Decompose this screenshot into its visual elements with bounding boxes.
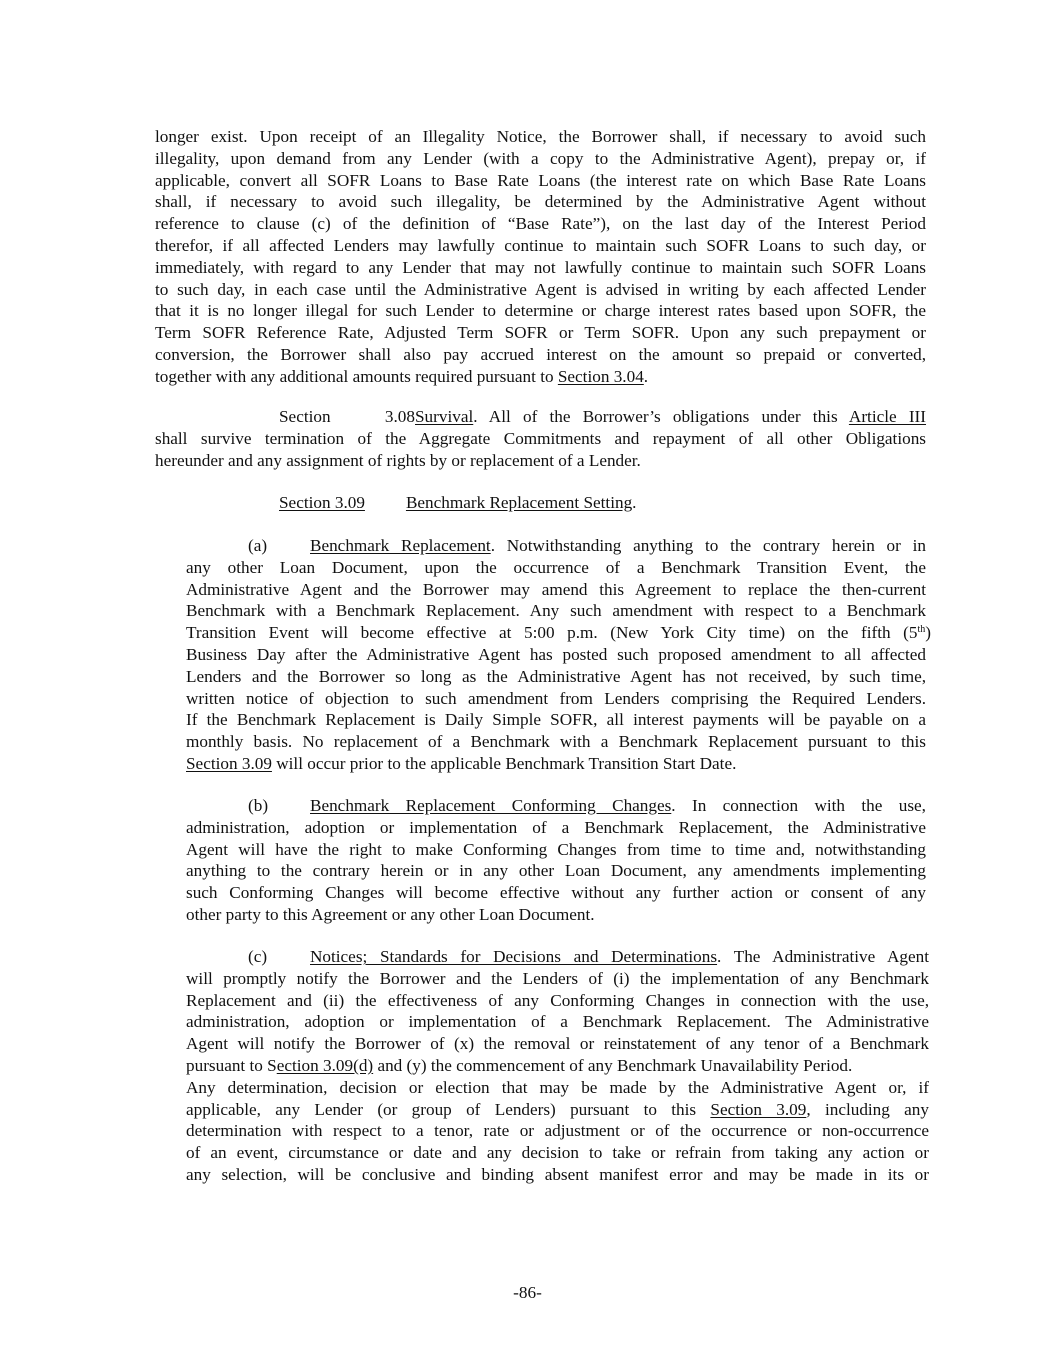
clause-b-line-1: (b) Benchmark Replacement Conforming Changes. In connection with the use, [248,796,926,815]
intro-line: to such day, in each case until the Administrative Agent is advised in writing by each affected Lender [155,279,926,299]
intro-line: therefor, if all affected Lenders may lawfully continue to maintain such SOFR Loans to such day, or [155,235,926,255]
clause-b-line: anything to the contrary herein or in any other Loan Document, any amendments implementing [186,861,926,881]
clause-a-line: monthly basis. No replacement of a Benchmark with a Benchmark Replacement pursuant to this [186,732,926,752]
clause-b-line: administration, adoption or implementation of a Benchmark Replacement, the Administrative [186,817,926,837]
clause-a-line: any other Loan Document, upon the occurrence of a Benchmark Transition Event, the [186,557,926,577]
intro-line: reference to clause (c) of the definition of “Base Rate”), on the last day of the Interest Period [155,214,926,234]
clause-a-line: written notice of objection to such amendment from Lenders comprising the Required Lenders. [186,688,926,708]
clause-a-line-1: (a) Benchmark Replacement. Notwithstanding anything to the contrary herein or in [248,536,926,555]
section-3-09-heading: Section 3.09 Benchmark Replacement Setting. [279,493,637,512]
clause-b-line: Agent will have the right to make Conforming Changes from time to time and, notwithstanding [186,839,926,859]
clause-a-line: Lenders and the Borrower so long as the Administrative Agent has not received, by such time, [186,666,926,686]
section-3-08-line-1: Section 3.08Survival. All of the Borrower’s obligations under this Article III [279,407,927,426]
clause-b-paragraph [186,795,926,926]
clause-c-line: any selection, will be conclusive and binding absent manifest error and may be made in its or [186,1164,929,1184]
clause-b-title: Benchmark Replacement Conforming Changes [310,796,672,815]
section-3-04-reference[interactable]: Section 3.04 [557,366,644,386]
clause-b-label: (b) [248,796,269,815]
article-iii-reference[interactable]: Article III [848,407,927,426]
clause-c-title: Notices; Standards for Decisions and Determinations [310,947,718,966]
intro-paragraph [155,126,926,388]
clause-a-title: Benchmark Replacement [310,536,491,555]
intro-line: longer exist. Upon receipt of an Illegality Notice, the Borrower shall, if necessary to avoid such [155,127,926,146]
section-3-08-title: Survival [415,407,474,426]
section-3-08-line-3: hereunder and any assignment of rights by or replacement of a Lender. [155,450,641,470]
clause-a-label: (a) [248,536,268,555]
intro-line: conversion, the Borrower shall also pay accrued interest on the amount so prepaid or converted, [155,344,926,364]
clause-b-last-line: other party to this Agreement or any other Loan Document. [186,904,595,924]
clause-c-line-1: (c) Notices; Standards for Decisions and Determinations. The Administrative Agent [248,947,929,966]
section-3-09-reference[interactable]: Section 3.09 [186,753,272,773]
clause-c-line: administration, adoption or implementation of a Benchmark Replacement. The Administrative [186,1012,929,1032]
intro-line: Term SOFR Reference Rate, Adjusted Term SOFR or Term SOFR. Upon any such prepayment or [155,323,926,343]
section-3-09-number: Section 3.09 [279,493,365,512]
section-3-09-title: Benchmark Replacement Setting [405,493,633,512]
clause-a-line: Benchmark with a Benchmark Replacement. Any such amendment with respect to a Benchmark [186,601,926,621]
section-3-08-paragraph [155,406,926,471]
clause-a-paragraph [186,535,931,775]
intro-line: illegality, upon demand from any Lender (with a copy to the Administrative Agent), prepay or, if [155,148,926,168]
clause-c-line: determination with respect to a tenor, rate or adjustment or of the occurrence or non-occurrence [186,1121,929,1141]
clause-a-line: If the Benchmark Replacement is Daily Simple SOFR, all interest payments will be payable on a [186,710,926,730]
clause-c-line-7: Any determination, decision or election that may be made by the Administrative Agent or, if [186,1077,929,1097]
clause-c-line-8: applicable, any Lender (or group of Lenders) pursuant to this Section 3.09, including any [186,1099,929,1119]
clause-c-line: Agent will notify the Borrower of (x) the removal or reinstatement of any tenor of a Benchmark [186,1034,929,1054]
section-3-08-number: Section 3.08 [279,407,415,426]
section-3-09-reference-2[interactable]: Section 3.09 [710,1099,807,1119]
section-3-08-line-2: shall survive termination of the Aggregate Commitments and repayment of all other Obligations [155,428,926,448]
clause-a-last-line: Section 3.09 will occur prior to the applicable Benchmark Transition Start Date. [186,753,737,773]
clause-c-line-6: pursuant to Section 3.09(d) and (y) the commencement of any Benchmark Unavailability Period. [186,1055,853,1075]
clause-b-line: such Conforming Changes will become effective without any further action or consent of any [186,883,926,903]
intro-line: that it is no longer illegal for such Lender to determine or charge interest rates based upon SOFR, the [155,301,926,321]
intro-line: shall, if necessary to avoid such illegality, be determined by the Administrative Agent without [155,192,926,212]
clause-c-line: of an event, circumstance or date and any decision to take or refrain from taking any action or [186,1143,929,1163]
clause-c-label: (c) [248,947,268,966]
page-number: -86- [513,1283,542,1302]
clause-a-line: Business Day after the Administrative Agent has posted such proposed amendment to all affected [186,644,926,664]
clause-a-line: Administrative Agent and the Borrower may amend this Agreement to replace the then-current [186,579,926,599]
intro-last-line: together with any additional amounts required pursuant to Section 3.04. [155,366,649,386]
clause-c-paragraph [186,946,929,1186]
clause-a-line-5: Transition Event will become effective at 5:00 p.m. (New York City time) on the fifth (5th) [186,623,931,643]
clause-c-line: Replacement and (ii) the effectiveness of any Conforming Changes in connection with the use, [186,990,929,1010]
clause-c-line: will promptly notify the Borrower and the Lenders of (i) the implementation of any Benchmark [186,968,929,988]
section-3-09-d-reference[interactable]: ection 3.09(d) [276,1055,374,1075]
intro-line: applicable, convert all SOFR Loans to Base Rate Loans (the interest rate on which Base Rate Loans [155,170,926,190]
intro-line: immediately, with regard to any Lender that may not lawfully continue to maintain such SOFR Loans [155,257,926,277]
